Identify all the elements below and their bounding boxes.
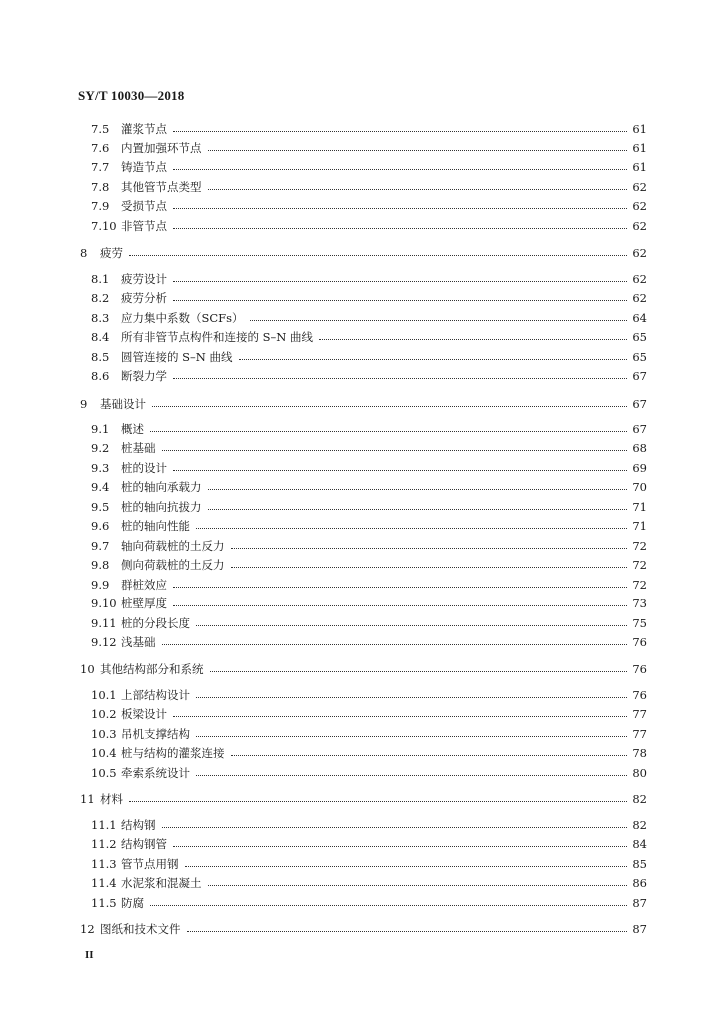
toc-chapter-entry[interactable] bbox=[0, 660, 725, 678]
dot-leader bbox=[129, 244, 627, 262]
toc-entry-page: 87 bbox=[632, 922, 647, 936]
toc-entry-title: 桩的设计 bbox=[121, 461, 167, 475]
toc-section-entry[interactable] bbox=[0, 855, 725, 873]
toc-entry-number: 7.9 bbox=[91, 199, 110, 213]
dot-leader bbox=[162, 633, 628, 651]
toc-entry-title: 基础设计 bbox=[100, 397, 146, 411]
toc-entry-page: 65 bbox=[632, 350, 647, 364]
toc-entry-title: 上部结构设计 bbox=[121, 688, 190, 702]
toc-entry-title: 桩壁厚度 bbox=[121, 596, 167, 610]
dot-leader bbox=[319, 328, 627, 346]
toc-section-entry[interactable] bbox=[0, 894, 725, 912]
toc-entry-number: 9.5 bbox=[91, 500, 110, 514]
toc-section-entry[interactable] bbox=[0, 139, 725, 157]
toc-entry-title: 水泥浆和混凝土 bbox=[121, 876, 202, 890]
toc-entry-title: 板梁设计 bbox=[121, 707, 167, 721]
toc-entry-page: 72 bbox=[632, 558, 647, 572]
toc-entry-title: 圆管连接的 S–N 曲线 bbox=[121, 350, 233, 364]
dot-leader bbox=[152, 395, 627, 413]
dot-leader bbox=[173, 289, 627, 307]
toc-section-entry[interactable] bbox=[0, 614, 725, 632]
toc-entry-number: 11.1 bbox=[91, 818, 117, 832]
toc-entry-title: 概述 bbox=[121, 422, 144, 436]
dot-leader bbox=[196, 517, 627, 535]
toc-entry-number: 11.3 bbox=[91, 857, 117, 871]
toc-section-entry[interactable] bbox=[0, 328, 725, 346]
toc-entry-number: 11 bbox=[80, 792, 95, 806]
toc-entry-title: 防腐 bbox=[121, 896, 144, 910]
toc-entry-page: 61 bbox=[632, 141, 647, 155]
toc-entry-page: 62 bbox=[632, 246, 647, 260]
toc-entry-title: 浅基础 bbox=[121, 635, 156, 649]
dot-leader bbox=[185, 855, 628, 873]
toc-entry-page: 80 bbox=[632, 766, 647, 780]
toc-entry-number: 8.4 bbox=[91, 330, 110, 344]
toc-entry-number: 9.7 bbox=[91, 539, 110, 553]
page-number: II bbox=[85, 949, 94, 961]
toc-entry-page: 71 bbox=[632, 500, 647, 514]
toc-entry-title: 其他结构部分和系统 bbox=[100, 662, 204, 676]
toc-entry-page: 76 bbox=[632, 688, 647, 702]
toc-entry-title: 疲劳设计 bbox=[121, 272, 167, 286]
toc-entry-page: 61 bbox=[632, 160, 647, 174]
toc-chapter-entry[interactable] bbox=[0, 790, 725, 808]
dot-leader bbox=[129, 790, 627, 808]
toc-entry-number: 10.1 bbox=[91, 688, 117, 702]
toc-entry-title: 吊机支撑结构 bbox=[121, 727, 190, 741]
toc-entry-title: 材料 bbox=[100, 792, 123, 806]
toc-entry-title: 灌浆节点 bbox=[121, 122, 167, 136]
toc-entry-title: 非管节点 bbox=[121, 219, 167, 233]
dot-leader bbox=[250, 309, 627, 327]
toc-entry-title: 应力集中系数（SCFs） bbox=[121, 311, 244, 325]
toc-entry-page: 77 bbox=[632, 707, 647, 721]
toc-section-entry[interactable] bbox=[0, 309, 725, 327]
toc-section-entry[interactable] bbox=[0, 120, 725, 138]
toc-entry-title: 疲劳 bbox=[100, 246, 123, 260]
toc-entry-title: 铸造节点 bbox=[121, 160, 167, 174]
toc-entry-number: 8.6 bbox=[91, 369, 110, 383]
dot-leader bbox=[173, 367, 627, 385]
toc-entry-title: 所有非管节点构件和连接的 S–N 曲线 bbox=[121, 330, 313, 344]
toc-entry-number: 10 bbox=[80, 662, 95, 676]
toc-entry-number: 9.1 bbox=[91, 422, 110, 436]
toc-entry-page: 87 bbox=[632, 896, 647, 910]
toc-entry-number: 10.5 bbox=[91, 766, 117, 780]
toc-entry-page: 82 bbox=[632, 818, 647, 832]
toc-chapter-entry[interactable] bbox=[0, 244, 725, 262]
toc-section-entry[interactable] bbox=[0, 420, 725, 438]
dot-leader bbox=[208, 498, 628, 516]
toc-section-entry[interactable] bbox=[0, 367, 725, 385]
toc-entry-title: 管节点用钢 bbox=[121, 857, 179, 871]
toc-chapter-entry[interactable] bbox=[0, 395, 725, 413]
toc-section-entry[interactable] bbox=[0, 874, 725, 892]
toc-section-entry[interactable] bbox=[0, 270, 725, 288]
dot-leader bbox=[196, 725, 627, 743]
toc-entry-title: 侧向荷载桩的土反力 bbox=[121, 558, 225, 572]
dot-leader bbox=[173, 197, 627, 215]
toc-entry-title: 牵索系统设计 bbox=[121, 766, 190, 780]
toc-entry-title: 桩的轴向承载力 bbox=[121, 480, 202, 494]
toc-section-entry[interactable] bbox=[0, 633, 725, 651]
toc-entry-title: 轴向荷载桩的土反力 bbox=[121, 539, 225, 553]
toc-section-entry[interactable] bbox=[0, 537, 725, 555]
toc-entry-number: 8.5 bbox=[91, 350, 110, 364]
toc-section-entry[interactable] bbox=[0, 764, 725, 782]
dot-leader bbox=[208, 478, 628, 496]
toc-entry-page: 67 bbox=[632, 422, 647, 436]
toc-entry-page: 64 bbox=[632, 311, 647, 325]
toc-entry-number: 10.4 bbox=[91, 746, 117, 760]
dot-leader bbox=[173, 705, 627, 723]
toc-entry-number: 7.5 bbox=[91, 122, 110, 136]
toc-entry-page: 84 bbox=[632, 837, 647, 851]
dot-leader bbox=[173, 217, 627, 235]
dot-leader bbox=[173, 594, 627, 612]
toc-entry-page: 85 bbox=[632, 857, 647, 871]
dot-leader bbox=[196, 764, 627, 782]
toc-entry-page: 67 bbox=[632, 397, 647, 411]
toc-entry-number: 10.3 bbox=[91, 727, 117, 741]
toc-entry-number: 9 bbox=[80, 397, 88, 411]
dot-leader bbox=[208, 178, 628, 196]
toc-entry-number: 9.12 bbox=[91, 635, 117, 649]
dot-leader bbox=[173, 120, 627, 138]
toc-entry-number: 9.2 bbox=[91, 441, 110, 455]
toc-entry-number: 10.2 bbox=[91, 707, 117, 721]
toc-entry-title: 结构钢 bbox=[121, 818, 156, 832]
toc-entry-number: 9.4 bbox=[91, 480, 110, 494]
dot-leader bbox=[150, 420, 627, 438]
toc-entry-page: 77 bbox=[632, 727, 647, 741]
toc-entry-page: 67 bbox=[632, 369, 647, 383]
toc-entry-page: 68 bbox=[632, 441, 647, 455]
toc-entry-number: 11.4 bbox=[91, 876, 117, 890]
toc-entry-number: 7.7 bbox=[91, 160, 110, 174]
toc-entry-number: 11.5 bbox=[91, 896, 117, 910]
dot-leader bbox=[239, 348, 627, 366]
toc-entry-page: 78 bbox=[632, 746, 647, 760]
dot-leader bbox=[231, 556, 628, 574]
toc-entry-title: 群桩效应 bbox=[121, 578, 167, 592]
dot-leader bbox=[231, 537, 628, 555]
toc-section-entry[interactable] bbox=[0, 686, 725, 704]
toc-entry-page: 62 bbox=[632, 219, 647, 233]
dot-leader bbox=[231, 744, 628, 762]
toc-entry-page: 86 bbox=[632, 876, 647, 890]
toc-entry-page: 73 bbox=[632, 596, 647, 610]
toc-section-entry[interactable] bbox=[0, 289, 725, 307]
toc-section-entry[interactable] bbox=[0, 348, 725, 366]
toc-section-entry[interactable] bbox=[0, 178, 725, 196]
toc-section-entry[interactable] bbox=[0, 835, 725, 853]
dot-leader bbox=[173, 459, 627, 477]
toc-section-entry[interactable] bbox=[0, 217, 725, 235]
toc-entry-number: 9.10 bbox=[91, 596, 117, 610]
toc-section-entry[interactable] bbox=[0, 576, 725, 594]
toc-entry-number: 7.8 bbox=[91, 180, 110, 194]
toc-entry-page: 76 bbox=[632, 635, 647, 649]
toc-entry-page: 72 bbox=[632, 578, 647, 592]
dot-leader bbox=[187, 920, 628, 938]
toc-entry-number: 8.1 bbox=[91, 272, 110, 286]
toc-section-entry[interactable] bbox=[0, 459, 725, 477]
toc-section-entry[interactable] bbox=[0, 517, 725, 535]
toc-entry-page: 62 bbox=[632, 272, 647, 286]
dot-leader bbox=[173, 158, 627, 176]
toc-entry-number: 8.2 bbox=[91, 291, 110, 305]
toc-entry-title: 受损节点 bbox=[121, 199, 167, 213]
toc-entry-title: 桩的轴向性能 bbox=[121, 519, 190, 533]
toc-section-entry[interactable] bbox=[0, 478, 725, 496]
dot-leader bbox=[210, 660, 628, 678]
toc-entry-number: 7.6 bbox=[91, 141, 110, 155]
dot-leader bbox=[173, 576, 627, 594]
toc-section-entry[interactable] bbox=[0, 705, 725, 723]
toc-section-entry[interactable] bbox=[0, 197, 725, 215]
toc-entry-number: 8 bbox=[80, 246, 88, 260]
dot-leader bbox=[208, 139, 628, 157]
toc-entry-page: 62 bbox=[632, 291, 647, 305]
dot-leader bbox=[150, 894, 627, 912]
toc-entry-page: 75 bbox=[632, 616, 647, 630]
toc-entry-title: 桩的轴向抗拔力 bbox=[121, 500, 202, 514]
toc-section-entry[interactable] bbox=[0, 556, 725, 574]
dot-leader bbox=[173, 835, 627, 853]
toc-entry-page: 70 bbox=[632, 480, 647, 494]
dot-leader bbox=[162, 816, 628, 834]
toc-section-entry[interactable] bbox=[0, 744, 725, 762]
toc-section-entry[interactable] bbox=[0, 158, 725, 176]
toc-entry-title: 疲劳分析 bbox=[121, 291, 167, 305]
toc-entry-number: 9.9 bbox=[91, 578, 110, 592]
toc-entry-title: 桩基础 bbox=[121, 441, 156, 455]
toc-entry-title: 图纸和技术文件 bbox=[100, 922, 181, 936]
toc-entry-number: 9.11 bbox=[91, 616, 117, 630]
toc-section-entry[interactable] bbox=[0, 439, 725, 457]
toc-entry-title: 内置加强环节点 bbox=[121, 141, 202, 155]
toc-section-entry[interactable] bbox=[0, 594, 725, 612]
toc-entry-number: 11.2 bbox=[91, 837, 117, 851]
toc-entry-page: 82 bbox=[632, 792, 647, 806]
toc-entry-page: 72 bbox=[632, 539, 647, 553]
toc-section-entry[interactable] bbox=[0, 498, 725, 516]
toc-entry-number: 9.6 bbox=[91, 519, 110, 533]
toc-entry-number: 9.3 bbox=[91, 461, 110, 475]
toc-entry-number: 9.8 bbox=[91, 558, 110, 572]
toc-entry-title: 其他管节点类型 bbox=[121, 180, 202, 194]
toc-entry-page: 76 bbox=[632, 662, 647, 676]
toc-entry-page: 69 bbox=[632, 461, 647, 475]
toc-entry-title: 结构钢管 bbox=[121, 837, 167, 851]
dot-leader bbox=[162, 439, 628, 457]
dot-leader bbox=[196, 686, 627, 704]
toc-section-entry[interactable] bbox=[0, 725, 725, 743]
toc-entry-number: 8.3 bbox=[91, 311, 110, 325]
toc-entry-page: 61 bbox=[632, 122, 647, 136]
toc-entry-title: 桩与结构的灌浆连接 bbox=[121, 746, 225, 760]
dot-leader bbox=[196, 614, 627, 632]
toc-chapter-entry[interactable] bbox=[0, 920, 725, 938]
standard-code: SY/T 10030—2018 bbox=[78, 88, 185, 103]
toc-entry-page: 62 bbox=[632, 180, 647, 194]
dot-leader bbox=[208, 874, 628, 892]
toc-entry-page: 65 bbox=[632, 330, 647, 344]
toc-entry-page: 71 bbox=[632, 519, 647, 533]
toc-entry-number: 12 bbox=[80, 922, 95, 936]
toc-section-entry[interactable] bbox=[0, 816, 725, 834]
dot-leader bbox=[173, 270, 627, 288]
toc-entry-title: 断裂力学 bbox=[121, 369, 167, 383]
toc-entry-title: 桩的分段长度 bbox=[121, 616, 190, 630]
toc-entry-number: 7.10 bbox=[91, 219, 117, 233]
toc-entry-page: 62 bbox=[632, 199, 647, 213]
